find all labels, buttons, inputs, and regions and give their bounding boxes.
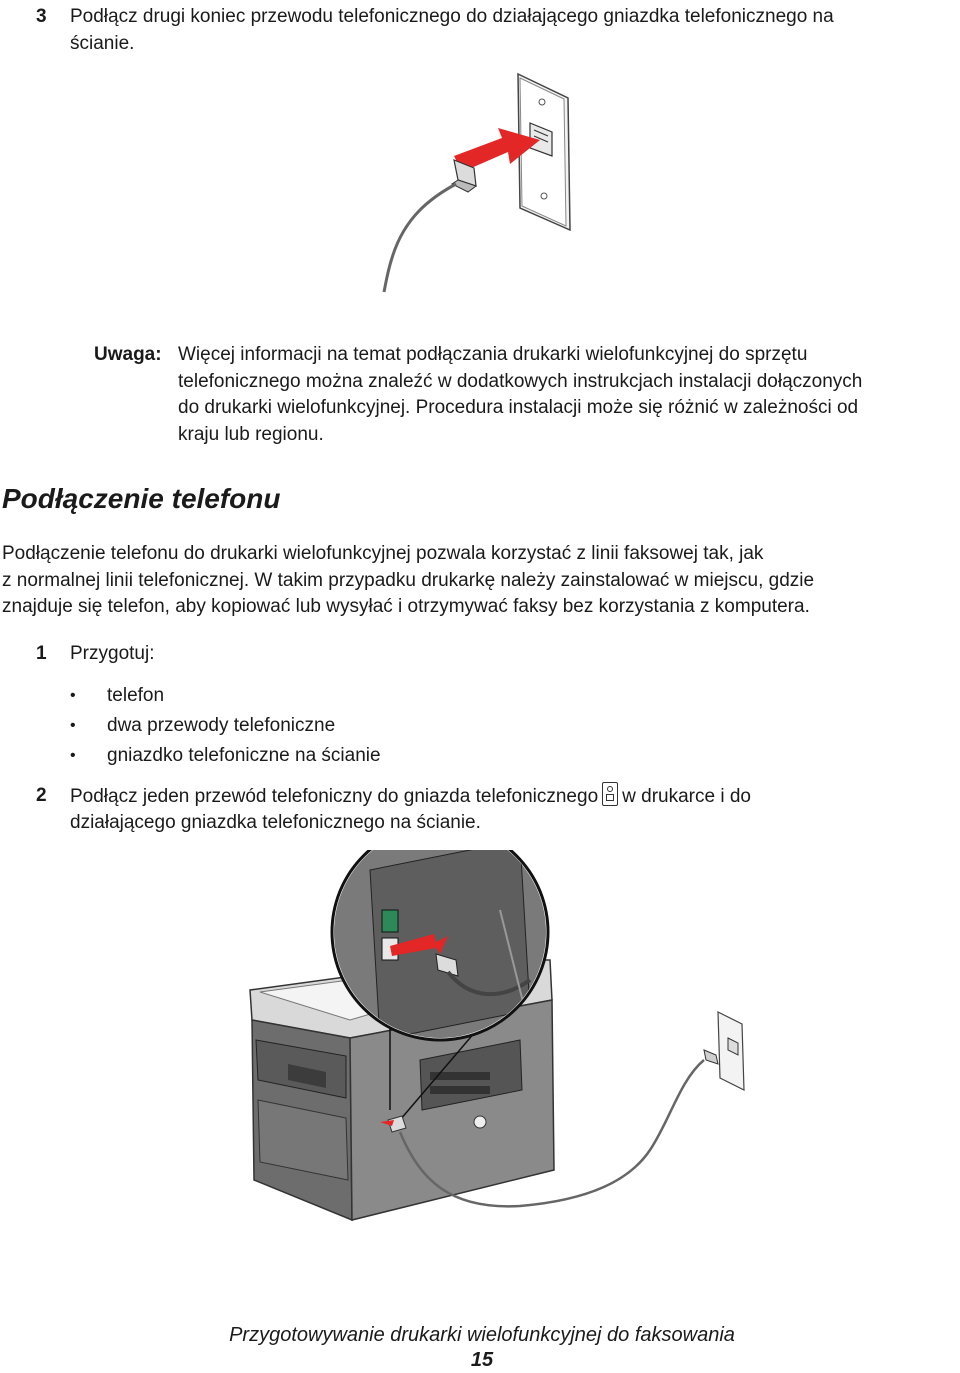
section-paragraph-line-3: znajduje się telefon, aby kopiować lub wysyłać i otrzymywać faksy bez korzystania z komputera. (2, 596, 810, 617)
step-2-text-after-icon: w drukarce i do (622, 786, 751, 807)
step-number-2: 2 (36, 785, 47, 806)
phone-port-icon (602, 782, 618, 806)
bullet-item-wall-jack: gniazdko telefoniczne na ścianie (107, 745, 381, 766)
section-title: Podłączenie telefonu (2, 483, 281, 514)
step-number-3: 3 (36, 6, 47, 27)
section-paragraph-line-2: z normalnej linii telefonicznej. W takim przypadku drukarkę należy zainstalować w miejscu, gdzie (2, 570, 815, 591)
wall-jack-illustration (370, 68, 580, 298)
page-number: 15 (470, 1349, 494, 1371)
step-2-text-before-icon: Podłącz jeden przewód telefoniczny do gniazda telefonicznego (70, 786, 599, 807)
note-label: Uwaga: (94, 344, 162, 365)
bullet-item-phone: telefon (107, 685, 165, 706)
printer-connection-illustration (230, 850, 790, 1230)
footer-title: Przygotowywanie drukarki wielofunkcyjnej do faksowania (229, 1324, 735, 1346)
bullet-dot: • (70, 717, 76, 734)
note-line-4: kraju lub regionu. (178, 424, 324, 445)
step-2-text-line-2: działającego gniazdka telefonicznego na ścianie. (70, 812, 481, 833)
bullet-dot: • (70, 747, 76, 764)
step-1-label: Przygotuj: (70, 643, 155, 664)
bullet-item-cables: dwa przewody telefoniczne (107, 715, 336, 736)
step-2-text-line-1 (70, 782, 751, 810)
note-line-3: do drukarki wielofunkcyjnej. Procedura instalacji może się różnić w zależności od (178, 397, 859, 418)
step-number-1: 1 (36, 643, 47, 664)
step-3-text-line-1: Podłącz drugi koniec przewodu telefonicznego do działającego gniazdka telefonicznego na (70, 6, 834, 27)
section-paragraph-line-1: Podłączenie telefonu do drukarki wielofunkcyjnej pozwala korzystać z linii faksowej tak, jak (2, 543, 764, 564)
step-3-text-line-2: ścianie. (70, 33, 135, 54)
note-line-1: Więcej informacji na temat podłączania drukarki wielofunkcyjnej do sprzętu (178, 344, 808, 365)
bullet-dot: • (70, 687, 76, 704)
note-line-2: telefonicznego można znaleźć w dodatkowych instrukcjach instalacji dołączonych (178, 371, 863, 392)
